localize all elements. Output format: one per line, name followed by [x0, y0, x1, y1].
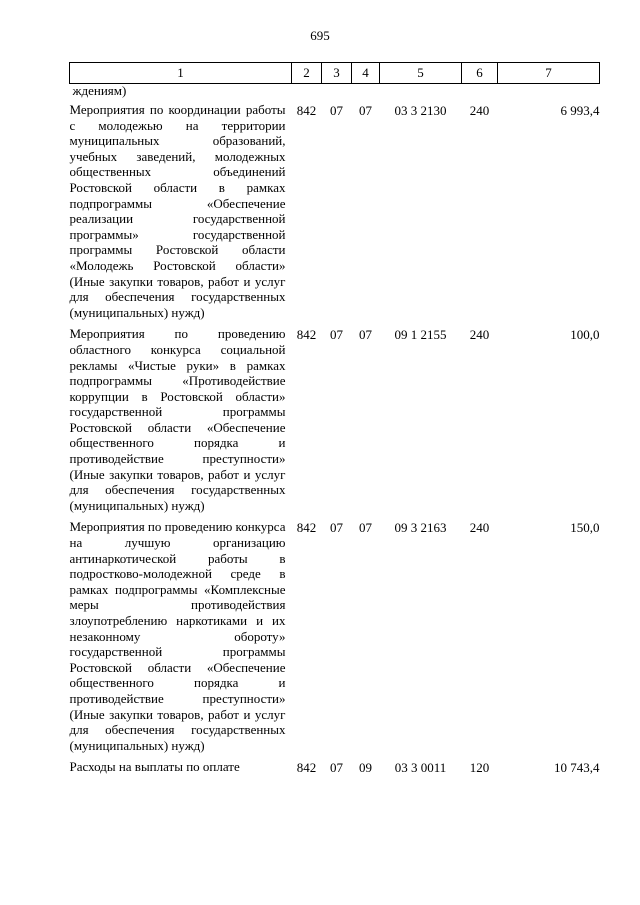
column-header-1: 1 — [70, 63, 292, 84]
continuation-text: ждениям) — [72, 83, 127, 98]
row-section-code: 07 — [330, 103, 343, 118]
row-description: Мероприятия по координации работы с молодежью на территории муниципальных образований, учебных заведений, молодежных общественных объединений Ростовской области в рамках подпрограммы «Обеспечение реализации государственной программы» государственной программы Ростовской области «Молодежь Ростовской области» (Иные закупки товаров, работ и услуг для обеспечения государственных (муниципальных) нужд) — [69, 102, 286, 320]
row-description: Мероприятия по проведению конкурса на лучшую организацию антинаркотической работы в подростково-молодежной среде в рамках подпрограммы «Комплексные меры противодействия злоупотреблению наркотиками и их незаконному обороту» государственной программы Ростовской области «Обеспечение общественного порядка и противодействие преступности» (Иные закупки товаров, работ и услуг для обеспечения государственных (муниципальных) нужд) — [69, 519, 286, 753]
row-target-code: 03 3 0011 — [394, 760, 447, 776]
row-subsection-code: 07 — [359, 520, 372, 536]
row-amount: 100,0 — [570, 327, 600, 343]
table-row — [70, 519, 600, 759]
column-header-5: 5 — [380, 63, 462, 84]
row-subsection-code: 07 — [359, 327, 372, 343]
row-subsection-code: 09 — [359, 760, 372, 776]
row-amount: 150,0 — [570, 520, 600, 536]
row-subsection-code: 07 — [359, 103, 372, 118]
row-description: Мероприятия по проведению областного конкурса социальной рекламы «Чистые руки» в рамках подпрограммы «Противодействие коррупции в Ростовской области» государственной программы Ростовской области «Обеспечение общественного порядка и противодействие преступности» (Иные закупки товаров, работ и услуг для обеспечения государственных (муниципальных) нужд) — [69, 326, 286, 513]
row-expense-type: 120 — [469, 760, 490, 776]
table-row — [70, 102, 600, 326]
row-amount: 6 993,4 — [560, 103, 600, 118]
budget-table-container — [69, 62, 599, 776]
row-section-code: 07 — [330, 327, 343, 343]
row-target-code: 09 1 2155 — [394, 327, 447, 343]
table-header-row — [70, 63, 600, 84]
table-row — [70, 326, 600, 519]
row-section-code: 07 — [330, 760, 343, 776]
row-ministry-code: 842 — [296, 327, 317, 343]
row-amount: 10 743,4 — [554, 760, 600, 776]
page-number: 695 — [310, 28, 330, 43]
column-header-6: 6 — [462, 63, 498, 84]
column-header-2: 2 — [292, 63, 322, 84]
row-expense-type: 240 — [469, 103, 490, 118]
row-target-code: 09 3 2163 — [394, 520, 447, 536]
row-expense-type: 240 — [469, 520, 490, 536]
table-row — [70, 759, 600, 776]
row-section-code: 07 — [330, 520, 343, 536]
row-expense-type: 240 — [469, 327, 490, 343]
column-header-3: 3 — [322, 63, 352, 84]
row-ministry-code: 842 — [296, 520, 317, 536]
budget-table — [69, 62, 600, 776]
continuation-row — [70, 84, 600, 103]
row-ministry-code: 842 — [296, 103, 317, 118]
row-ministry-code: 842 — [296, 760, 317, 776]
row-target-code: 03 3 2130 — [394, 103, 447, 118]
column-header-7: 7 — [498, 63, 600, 84]
row-description: Расходы на выплаты по оплате — [69, 759, 240, 775]
column-header-4: 4 — [352, 63, 380, 84]
